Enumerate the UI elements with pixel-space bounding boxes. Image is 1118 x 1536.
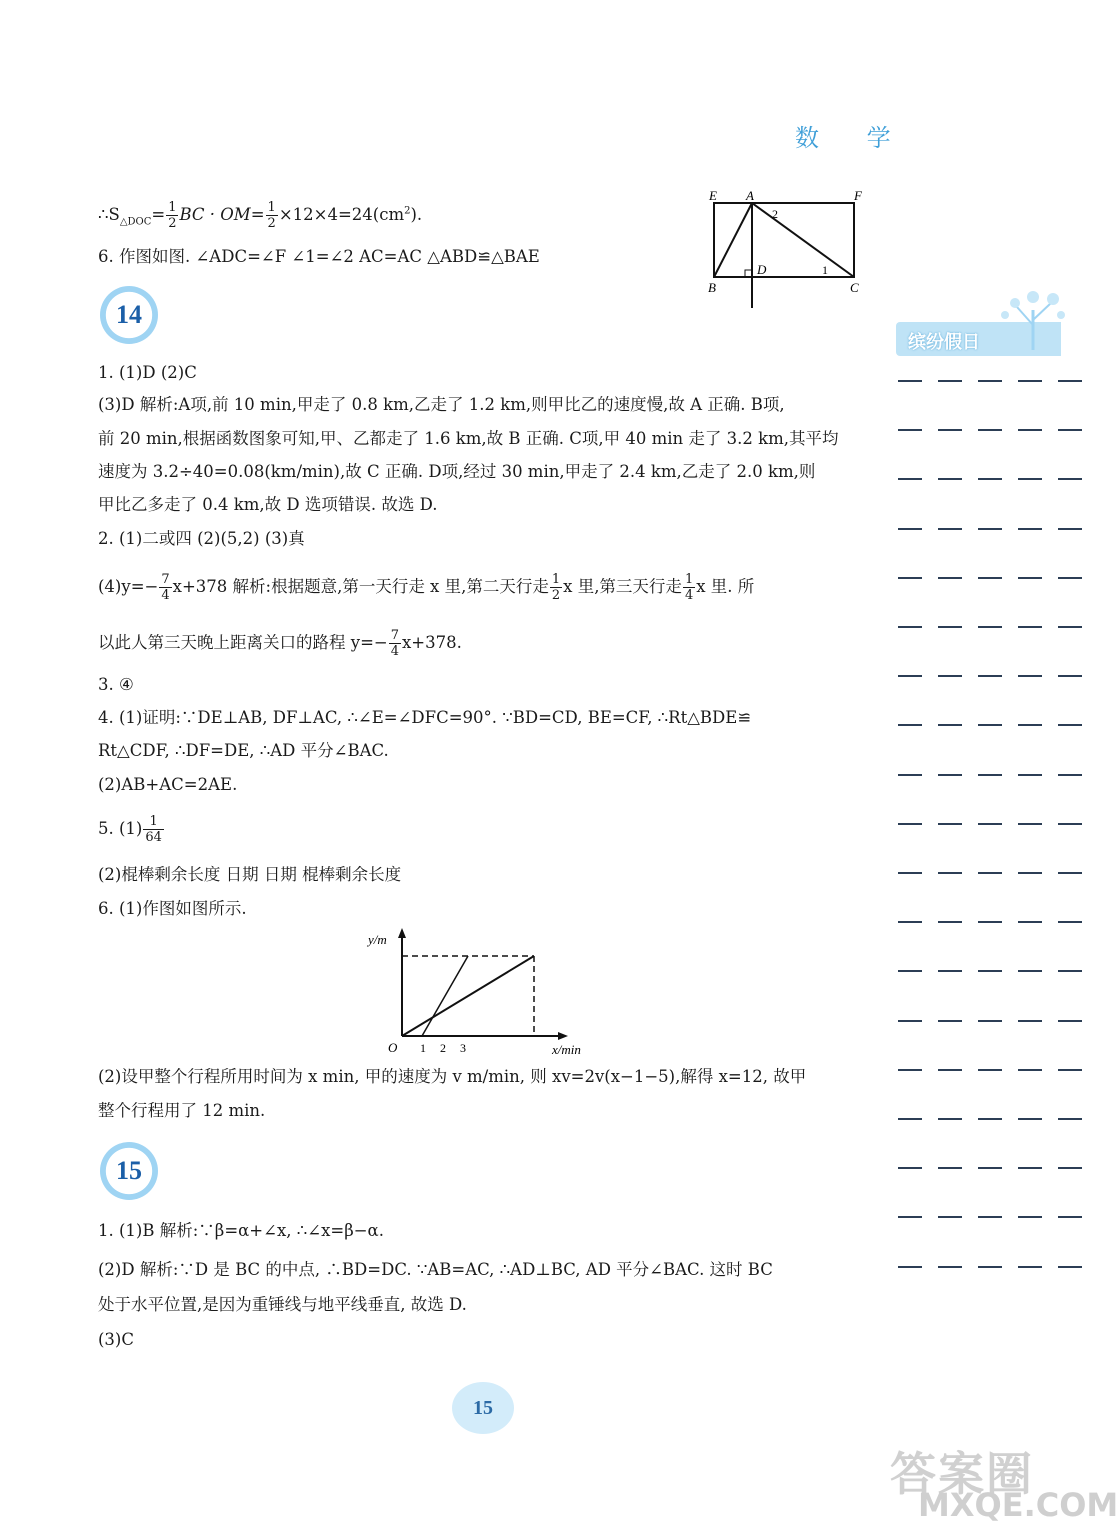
note-dash: [1018, 1167, 1042, 1169]
svg-text:D: D: [757, 262, 767, 277]
s14-q2-4b: 以此人第三天晚上距离关口的路程 y=− $\frac{7}{4}$ x+378.: [98, 628, 462, 659]
note-dash: [978, 921, 1002, 923]
note-dash: [898, 872, 922, 874]
svg-text:F: F: [854, 188, 862, 203]
s14-q3: 3. ④: [98, 675, 134, 694]
note-dash: [938, 1069, 962, 1071]
note-dash: [978, 429, 1002, 431]
s14-q5: 5. (1) $\frac{1}{64}$: [98, 814, 162, 845]
s14-q1-3b: 前 20 min,根据函数图象可知,甲、乙都走了 1.6 km,故 B 正确. C项,甲 40 min 走了 3.2 km,其平均: [98, 429, 839, 448]
note-dash: [898, 1266, 922, 1268]
note-dash: [938, 675, 962, 677]
note-dash: [978, 724, 1002, 726]
watermark-logo: 答案圈: [890, 1447, 1034, 1501]
svg-text:2: 2: [772, 207, 778, 221]
note-dash: [978, 872, 1002, 874]
note-dash: [898, 675, 922, 677]
note-dash: [978, 823, 1002, 825]
note-dash: [898, 1069, 922, 1071]
s14-q6c: 整个行程用了 12 min.: [98, 1101, 266, 1120]
svg-text:B: B: [708, 280, 716, 295]
note-dash: [938, 970, 962, 972]
s14-q4c: (2)AB+AC=2AE.: [98, 775, 238, 794]
section-badge-14: 14: [100, 286, 158, 344]
note-dash: [1058, 626, 1082, 628]
s15-q1-2a: (2)D 解析:∵D 是 BC 的中点, ∴BD=DC. ∵AB=AC, ∴AD⊥BC, AD 平分∠BAC. 这时 BC: [98, 1260, 773, 1279]
note-dash: [1018, 1118, 1042, 1120]
distance-time-graph: [362, 926, 602, 1060]
s14-q1-3d: 甲比乙多走了 0.4 km,故 D 选项错误. 故选 D.: [98, 495, 438, 514]
section-badge-15: 15: [100, 1142, 158, 1200]
s15-q1-2b: 处于水平位置,是因为重锤线与地平线垂直, 故选 D.: [98, 1295, 467, 1314]
s14-q4b: Rt△CDF, ∴DF=DE, ∴AD 平分∠BAC.: [98, 741, 389, 760]
note-dash: [978, 774, 1002, 776]
note-dash: [978, 1266, 1002, 1268]
note-dash: [1018, 921, 1042, 923]
svg-text:y/m: y/m: [368, 932, 387, 947]
note-dash: [978, 1216, 1002, 1218]
item-6-line: 6. 作图如图. ∠ADC=∠F ∠1=∠2 AC=AC △ABD≌△BAE: [98, 247, 540, 266]
note-dash: [1018, 528, 1042, 530]
note-dash: [1018, 774, 1042, 776]
s14-q2: 2. (1)二或四 (2)(5,2) (3)真: [98, 529, 305, 548]
note-dash: [1058, 1020, 1082, 1022]
note-dash: [1058, 1216, 1082, 1218]
svg-text:x/min: x/min: [552, 1042, 581, 1057]
note-dash: [938, 577, 962, 579]
area-formula-line: $\therefore S_{\triangle DOC}=$ $\frac{1}{2}$ BC · OM= $\frac{1}{2}$ $\times 12\times 4=24(cm^2)$.: [98, 200, 423, 231]
note-dash: [1058, 823, 1082, 825]
note-dash: [978, 1167, 1002, 1169]
note-dash: [1058, 577, 1082, 579]
note-dash: [1058, 380, 1082, 382]
note-dash: [978, 478, 1002, 480]
note-dash: [978, 380, 1002, 382]
note-dash: [898, 577, 922, 579]
s15-q1: 1. (1)B 解析:∵β=α+∠x, ∴∠x=β−α.: [98, 1221, 384, 1240]
note-dash: [1018, 823, 1042, 825]
note-dash: [938, 1118, 962, 1120]
note-dash: [938, 478, 962, 480]
note-dash: [898, 528, 922, 530]
svg-text:A: A: [746, 188, 754, 203]
s15-q1-3: (3)C: [98, 1330, 134, 1349]
note-dash: [898, 970, 922, 972]
note-dash: [1018, 1069, 1042, 1071]
note-dash: [1058, 1167, 1082, 1169]
svg-text:1: 1: [420, 1041, 426, 1055]
s14-q1-3c: 速度为 3.2÷40=0.08(km/min),故 C 正确. D项,经过 30 min,甲走了 2.4 km,乙走了 2.0 km,则: [98, 462, 816, 481]
note-dash: [1058, 970, 1082, 972]
s14-q5b: (2)棍棒剩余长度 日期 日期 棍棒剩余长度: [98, 865, 402, 884]
note-dash: [938, 774, 962, 776]
note-dash: [938, 872, 962, 874]
note-dash: [898, 478, 922, 480]
svg-text:3: 3: [460, 1041, 466, 1055]
tree-icon: [995, 285, 1075, 355]
s14-q4a: 4. (1)证明:∵DE⊥AB, DF⊥AC, ∴∠E=∠DFC=90°. ∵BD=CD, BE=CF, ∴Rt△BDE≌: [98, 708, 752, 727]
note-dash: [1018, 626, 1042, 628]
note-dash: [1058, 528, 1082, 530]
note-dash: [1018, 577, 1042, 579]
note-dash: [898, 1020, 922, 1022]
subject-title: 数 学: [795, 124, 911, 152]
svg-text:E: E: [709, 188, 717, 203]
note-dash: [1058, 478, 1082, 480]
note-dash: [1018, 1216, 1042, 1218]
note-dash: [1058, 1266, 1082, 1268]
note-dash: [978, 1020, 1002, 1022]
note-dash: [1058, 1069, 1082, 1071]
svg-text:2: 2: [440, 1041, 446, 1055]
s14-q1-3a: (3)D 解析:A项,前 10 min,甲走了 0.8 km,乙走了 1.2 km,则甲比乙的速度慢,故 A 正确. B项,: [98, 395, 785, 414]
note-dash: [1018, 478, 1042, 480]
note-dash: [1018, 675, 1042, 677]
note-dash: [938, 429, 962, 431]
note-dash: [1018, 1020, 1042, 1022]
note-dash: [1018, 724, 1042, 726]
s14-q2-4a: (4)y=− $\frac{7}{4}$ x+378 解析:根据题意,第一天行走 x 里,第二天行走 $\frac{1}{2}$ x 里,第三天行走 $\frac{1}{4}$ x 里. 所: [98, 572, 755, 603]
note-dash: [938, 626, 962, 628]
note-dash: [978, 675, 1002, 677]
note-dash: [1058, 429, 1082, 431]
svg-text:O: O: [388, 1040, 398, 1055]
note-dash: [1018, 872, 1042, 874]
page-number-badge: 15: [452, 1382, 514, 1434]
svg-text:1: 1: [822, 263, 828, 277]
note-dash: [1058, 774, 1082, 776]
note-dash: [978, 626, 1002, 628]
note-dash: [898, 429, 922, 431]
note-dash: [938, 380, 962, 382]
note-dash: [898, 823, 922, 825]
note-dash: [978, 1069, 1002, 1071]
note-dash: [1018, 380, 1042, 382]
s14-q6b: (2)设甲整个行程所用时间为 x min, 甲的速度为 v m/min, 则 xv=2v(x−1−5),解得 x=12, 故甲: [98, 1067, 807, 1086]
note-dash: [1018, 970, 1042, 972]
note-dash: [1058, 675, 1082, 677]
watermark-url: MXQE.COM: [918, 1486, 1118, 1524]
note-dash: [938, 528, 962, 530]
note-dash: [938, 1167, 962, 1169]
note-dash: [898, 1216, 922, 1218]
note-dash: [978, 1118, 1002, 1120]
note-dash: [1018, 1266, 1042, 1268]
note-dash: [978, 577, 1002, 579]
note-dash: [938, 823, 962, 825]
note-dash: [1058, 921, 1082, 923]
note-dash: [1058, 872, 1082, 874]
svg-text:C: C: [850, 280, 859, 295]
note-dash: [1058, 724, 1082, 726]
s14-q1: 1. (1)D (2)C: [98, 363, 197, 382]
note-dash: [898, 774, 922, 776]
note-dash: [898, 1167, 922, 1169]
side-tab-label: 缤纷假日: [908, 332, 980, 353]
note-dash: [938, 1216, 962, 1218]
note-dash: [938, 1266, 962, 1268]
note-dash: [898, 1118, 922, 1120]
note-dash: [898, 921, 922, 923]
note-dash: [938, 921, 962, 923]
note-dash: [978, 970, 1002, 972]
note-dash: [898, 380, 922, 382]
s14-q6: 6. (1)作图如图所示.: [98, 899, 247, 918]
note-dash: [938, 724, 962, 726]
note-dash: [938, 1020, 962, 1022]
note-dash: [1058, 1118, 1082, 1120]
note-dash: [978, 528, 1002, 530]
note-dash: [898, 724, 922, 726]
note-dash: [1018, 429, 1042, 431]
rectangle-figure: [700, 186, 872, 310]
note-dash: [898, 626, 922, 628]
